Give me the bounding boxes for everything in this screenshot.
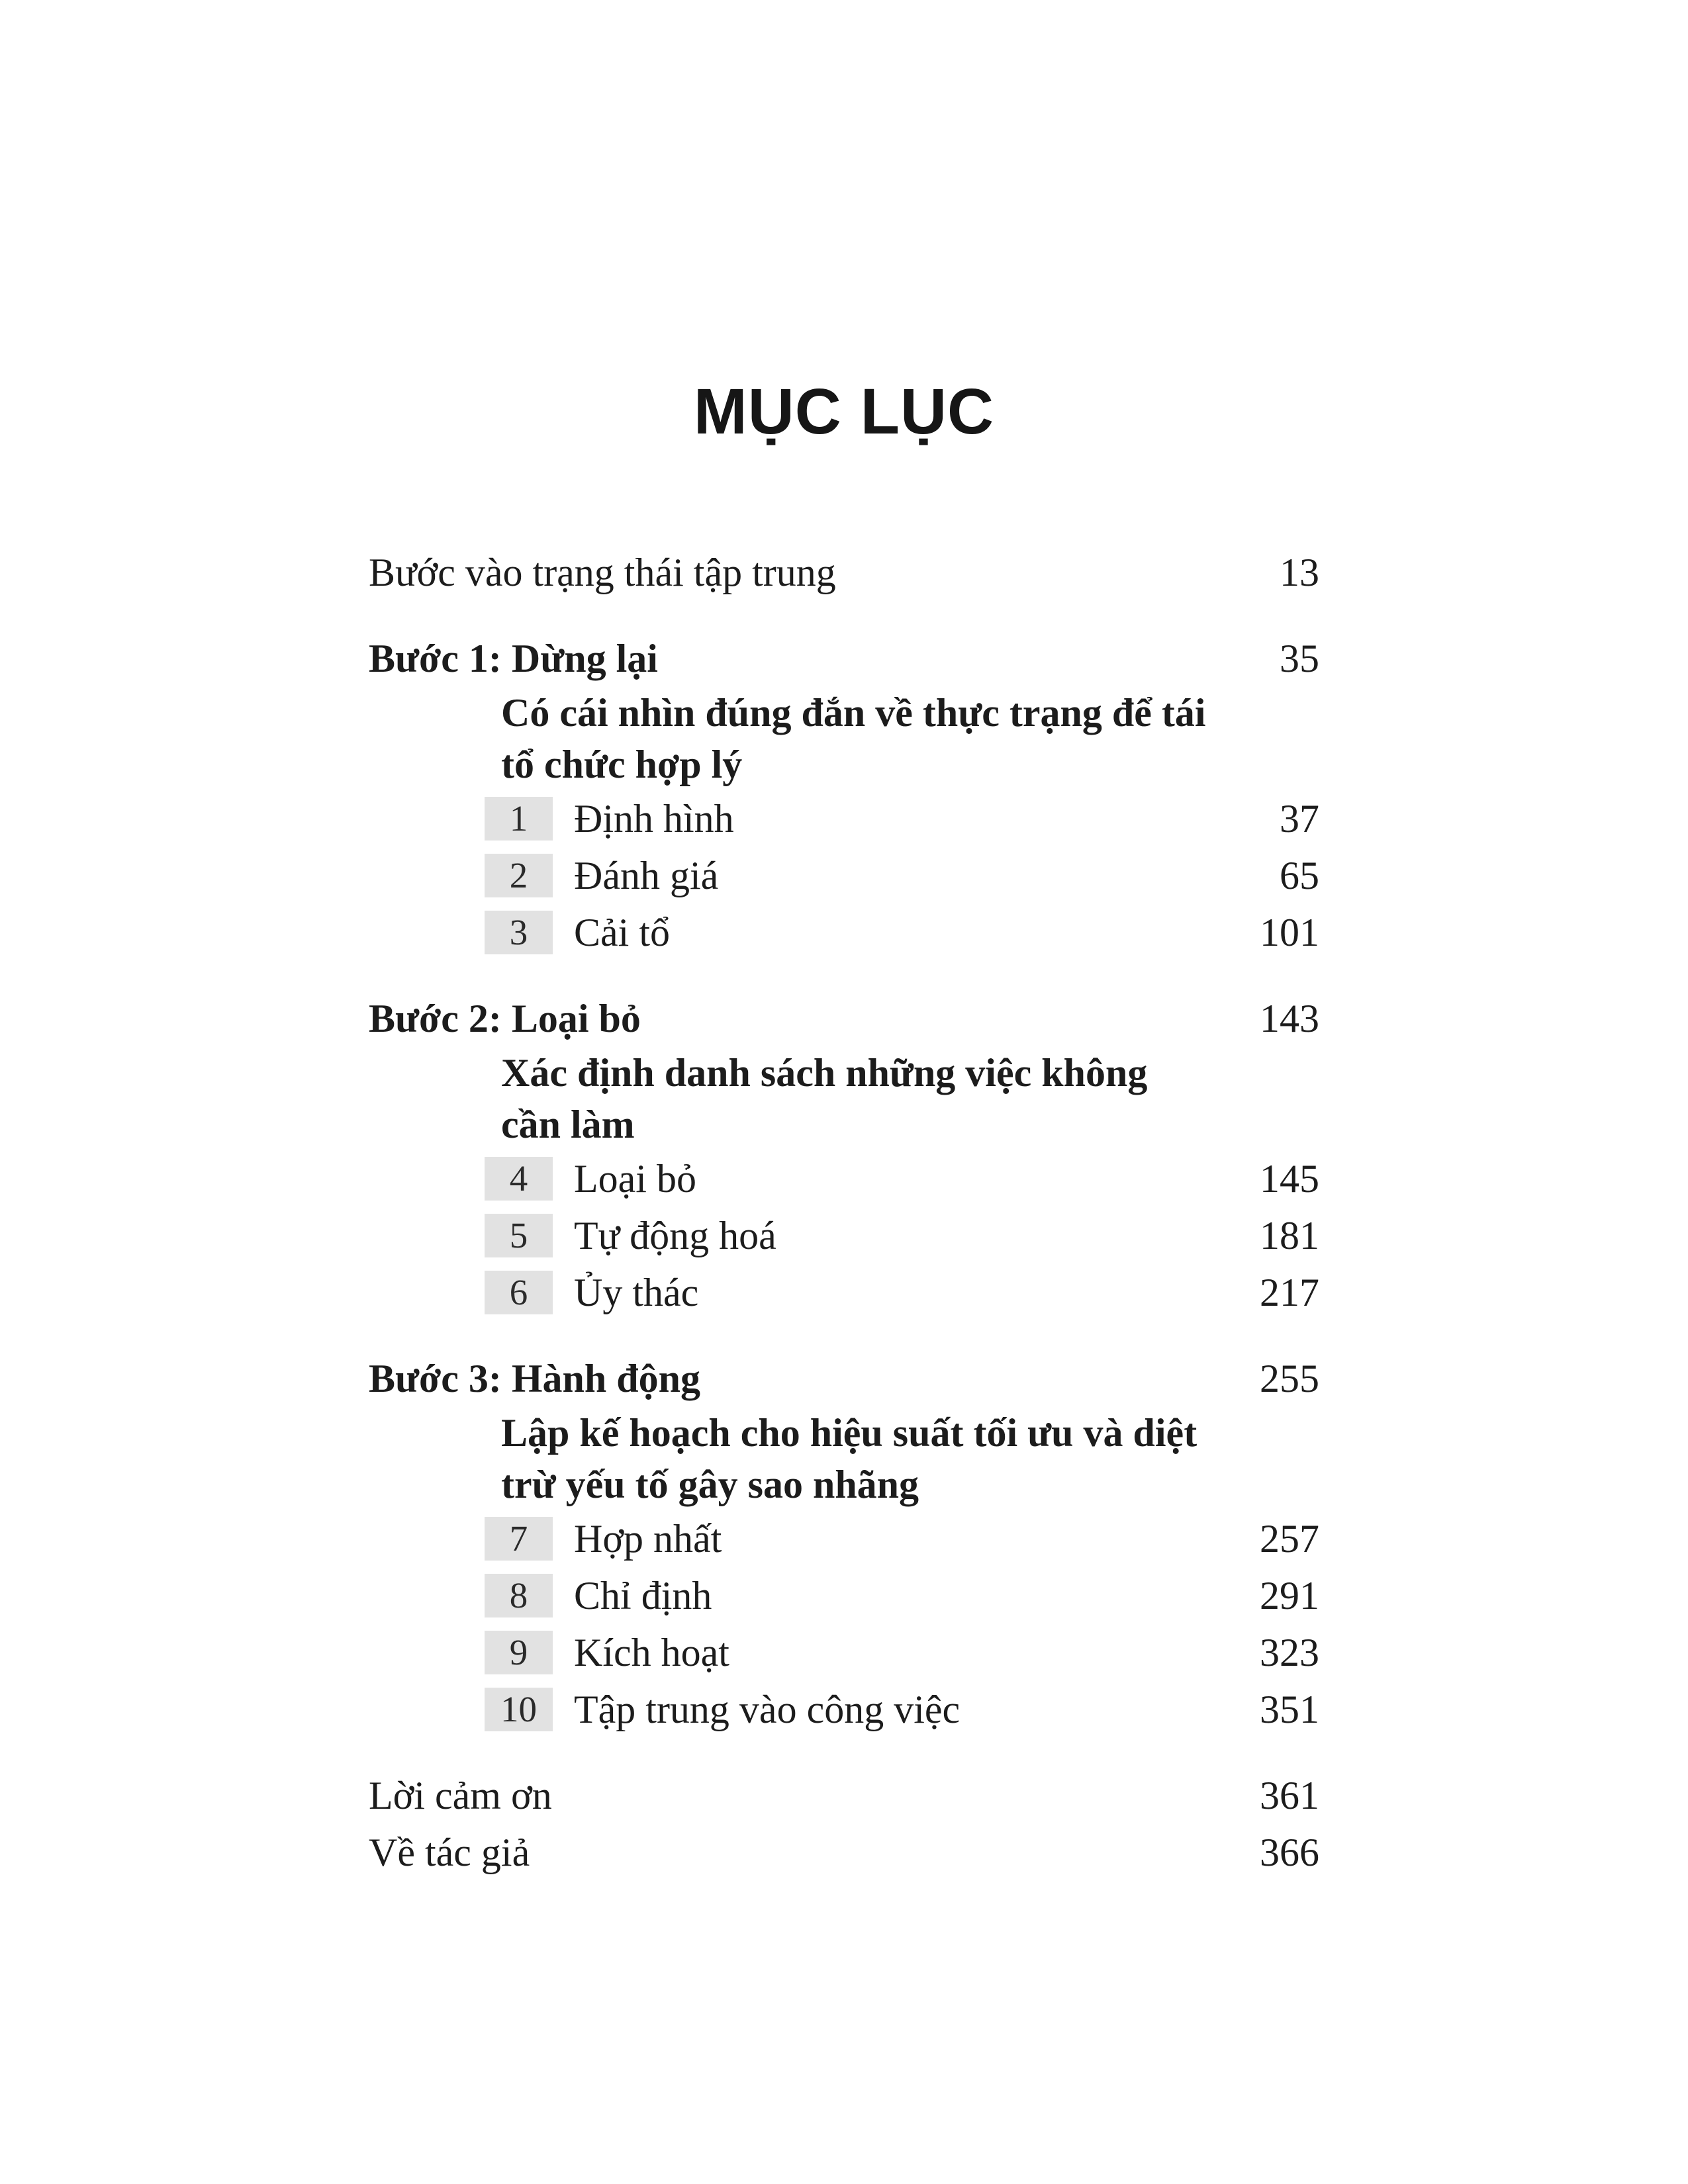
chapter-page: 145 <box>1260 1157 1319 1201</box>
toc-entry <box>369 1824 1319 1881</box>
toc-entry-intro <box>369 544 1319 601</box>
chapter-title: Ủy thác <box>574 1271 699 1314</box>
chapter-row <box>369 1510 1319 1567</box>
chapter-number-badge: 10 <box>485 1688 553 1731</box>
chapter-title: Tập trung vào công việc <box>574 1688 961 1731</box>
toc-outro <box>369 1767 1319 1881</box>
chapter-page: 65 <box>1280 854 1319 897</box>
toc-entry-page: 366 <box>1260 1831 1319 1874</box>
chapter-title: Kích hoạt <box>574 1631 729 1674</box>
page-title: MỤC LỤC <box>693 375 995 447</box>
chapter-number-badge: 3 <box>485 911 553 954</box>
chapter-row <box>369 1207 1319 1264</box>
chapter-page: 37 <box>1280 797 1319 841</box>
section-subtitle-line: Lập kế hoạch cho hiệu suất tối ưu và diệt <box>501 1411 1197 1455</box>
toc-section-2 <box>369 990 1319 1321</box>
section-heading-row <box>369 1350 1319 1407</box>
section-subtitle-line: Có cái nhìn đúng đắn về thực trạng để tái <box>501 691 1206 735</box>
chapter-number-badge: 5 <box>485 1214 553 1257</box>
chapter-page: 217 <box>1260 1271 1319 1314</box>
toc-list <box>369 544 1319 1881</box>
chapter-row <box>369 1681 1319 1738</box>
chapter-row <box>369 1624 1319 1681</box>
section-heading: Bước 3: Hành động <box>369 1357 701 1400</box>
toc-entry-page: 13 <box>1280 551 1319 594</box>
chapter-title: Cải tổ <box>574 911 670 954</box>
chapter-title: Loại bỏ <box>574 1157 696 1201</box>
toc-entry-label: Về tác giả <box>369 1831 530 1874</box>
chapter-row <box>369 847 1319 904</box>
chapter-title: Tự động hoá <box>574 1214 776 1257</box>
section-subtitle <box>369 687 1319 790</box>
section-heading-row <box>369 630 1319 687</box>
section-heading: Bước 1: Dừng lại <box>369 637 658 680</box>
chapter-number-badge: 1 <box>485 797 553 841</box>
section-page: 143 <box>1260 997 1319 1040</box>
chapter-page: 101 <box>1260 911 1319 954</box>
chapter-number-badge: 8 <box>485 1574 553 1617</box>
chapter-number-badge: 2 <box>485 854 553 897</box>
chapter-row <box>369 1150 1319 1207</box>
chapter-row <box>369 904 1319 961</box>
chapter-number-badge: 7 <box>485 1517 553 1561</box>
section-subtitle-line: Xác định danh sách những việc không <box>501 1051 1148 1095</box>
chapter-title: Chỉ định <box>574 1574 712 1617</box>
chapter-title: Định hình <box>574 797 734 841</box>
chapter-page: 257 <box>1260 1517 1319 1561</box>
section-heading: Bước 2: Loại bỏ <box>369 997 641 1040</box>
chapter-row <box>369 1567 1319 1624</box>
chapter-row <box>369 1264 1319 1321</box>
section-subtitle <box>369 1407 1319 1510</box>
chapter-page: 291 <box>1260 1574 1319 1617</box>
toc-entry-label: Lời cảm ơn <box>369 1774 552 1817</box>
section-page: 35 <box>1280 637 1319 680</box>
chapter-page: 323 <box>1260 1631 1319 1674</box>
chapter-title: Hợp nhất <box>574 1517 722 1561</box>
chapter-row <box>369 790 1319 847</box>
toc-entry <box>369 1767 1319 1824</box>
chapter-number-badge: 4 <box>485 1157 553 1201</box>
section-subtitle-line: cần làm <box>501 1103 635 1146</box>
section-page: 255 <box>1260 1357 1319 1400</box>
section-heading-row <box>369 990 1319 1047</box>
chapter-title: Đánh giá <box>574 854 719 897</box>
section-subtitle-line: trừ yếu tố gây sao nhãng <box>501 1463 919 1506</box>
toc-section-1 <box>369 630 1319 961</box>
chapter-number-badge: 9 <box>485 1631 553 1674</box>
section-subtitle <box>369 1047 1319 1150</box>
chapter-number-badge: 6 <box>485 1271 553 1314</box>
section-subtitle-line: tổ chức hợp lý <box>501 743 743 786</box>
toc-section-3 <box>369 1350 1319 1738</box>
toc-entry-page: 361 <box>1260 1774 1319 1817</box>
toc-entry-label: Bước vào trạng thái tập trung <box>369 551 836 594</box>
chapter-page: 351 <box>1260 1688 1319 1731</box>
chapter-page: 181 <box>1260 1214 1319 1257</box>
